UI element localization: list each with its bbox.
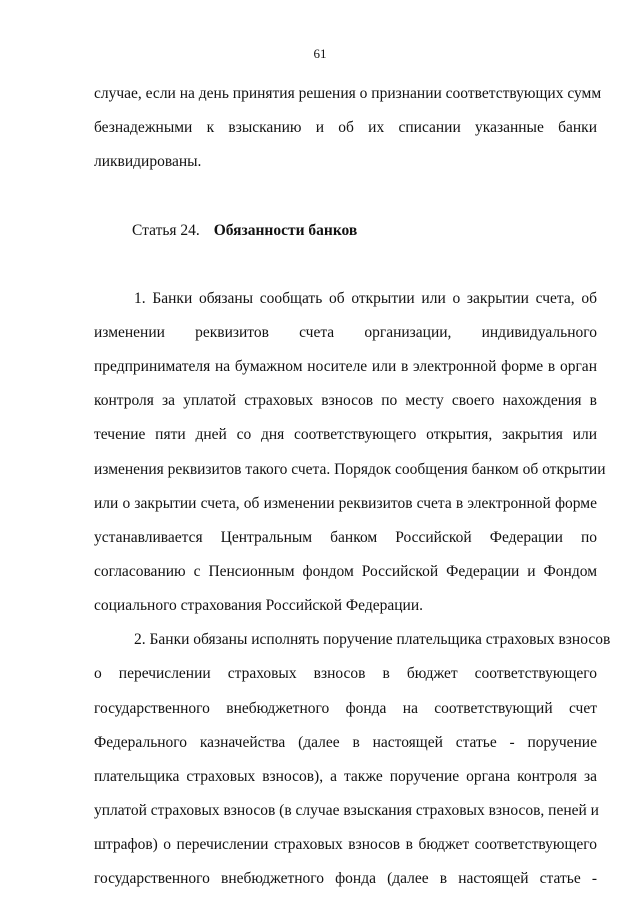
text-line: государственного внебюджетного фонда на соответствующий счет (94, 699, 597, 717)
text-line: штрафов) о перечислении страховых взносов в бюджет соответствующего (94, 836, 597, 854)
article-number: Статья 24. (132, 221, 200, 239)
text-line: государственного внебюджетного фонда (далее в настоящей статье - (94, 870, 597, 888)
text-line: или о закрытии счета, об изменении реквизитов счета в электронной форме (94, 494, 597, 512)
text-line: безнадежными к взысканию и об их списании указанные банки (94, 119, 597, 137)
paragraph-gap (94, 248, 597, 282)
text-line: предпринимателя на бумажном носителе или в электронной форме в орган (94, 358, 597, 376)
text-line: ликвидированы. (94, 153, 202, 171)
text-line: согласованию с Пенсионным фондом Российской Федерации и Фондом (94, 562, 597, 580)
text-line: устанавливается Центральным банком Российской Федерации по (94, 528, 597, 546)
document-body (94, 77, 611, 896)
text-line: социального страхования Российской Федерации. (94, 597, 423, 615)
article-title: Обязанности банков (213, 221, 358, 239)
paragraph-gap (94, 179, 597, 213)
page-number: 61 (313, 46, 327, 61)
article-heading (94, 214, 597, 248)
text-line: 2. Банки обязаны исполнять поручение плательщика страховых взносов (134, 631, 611, 649)
text-line: плательщика страховых взносов), а также поручение органа контроля за (94, 767, 597, 785)
text-line: о перечислении страховых взносов в бюджет соответствующего (94, 665, 597, 683)
text-line: контроля за уплатой страховых взносов по месту своего нахождения в (94, 392, 597, 410)
text-line: изменении реквизитов счета организации, индивидуального (94, 323, 597, 341)
text-line: течение пяти дней со дня соответствующего открытия, закрытия или (94, 426, 597, 444)
text-line: случае, если на день принятия решения о признании соответствующих сумм (94, 85, 602, 102)
text-line: уплатой страховых взносов (в случае взыскания страховых взносов, пеней и (94, 801, 599, 819)
text-line: изменения реквизитов такого счета. Порядок сообщения банком об открытии (94, 460, 606, 478)
text-line: 1. Банки обязаны сообщать об открытии или о закрытии счета, об (134, 289, 597, 307)
text-line: Федерального казначейства (далее в настоящей статье - поручение (94, 733, 597, 751)
